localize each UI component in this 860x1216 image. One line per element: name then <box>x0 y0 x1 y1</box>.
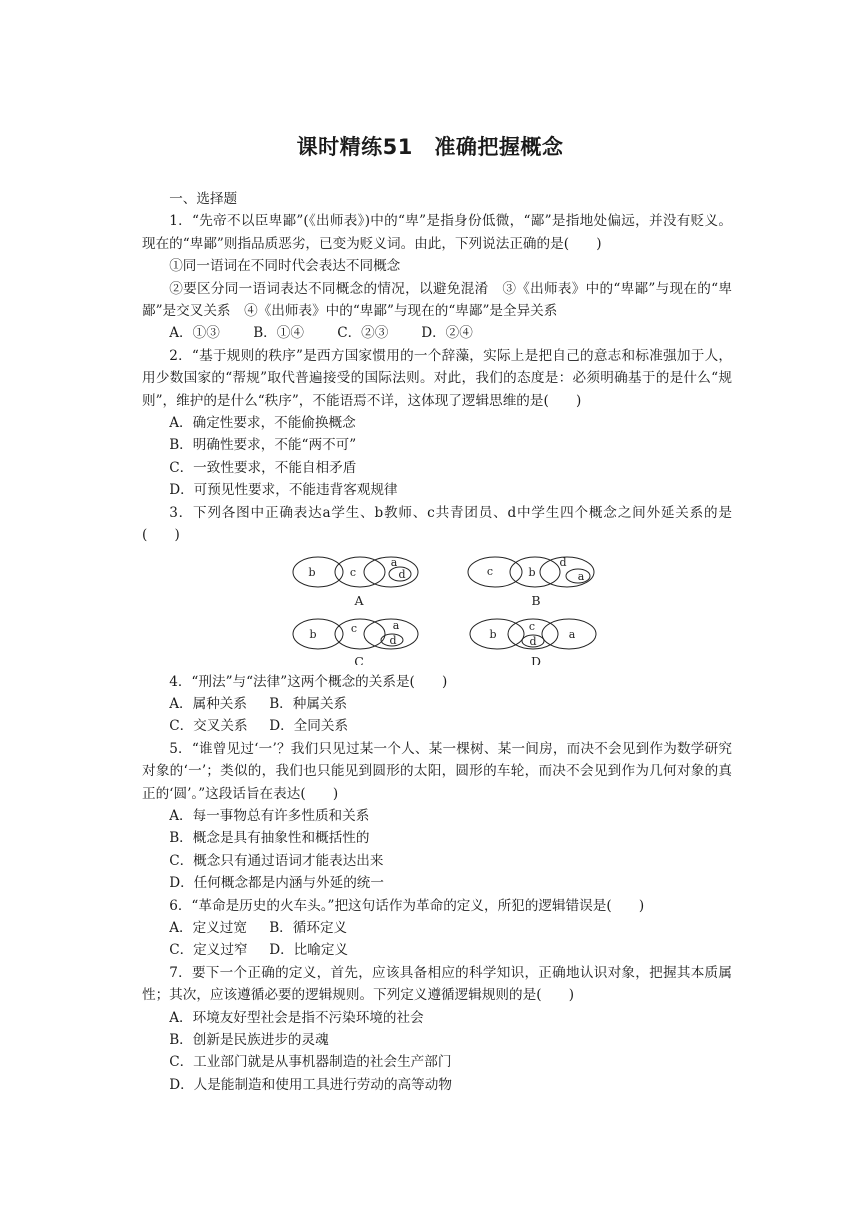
page-title: 课时精练51 准确把握概念 <box>296 135 564 159</box>
venn-d-label-c: c <box>528 619 536 633</box>
q5-option-b: B．概念是具有抽象性和概括性的 <box>169 830 370 847</box>
venn-a-label-c: c <box>349 565 357 579</box>
venn-c-label-b: b <box>309 627 317 641</box>
q5-option-c: C．概念只有通过语词才能表达出来 <box>169 852 384 869</box>
venn-diagrams <box>142 553 732 665</box>
q2-option-a: A．确定性要求，不能偷换概念 <box>169 415 356 432</box>
q6-options-row-1 <box>142 917 732 939</box>
q6-option-a: A．定义过宽 <box>169 919 247 936</box>
venn-d-label-a: a <box>568 627 576 641</box>
q2-stem: 2．“基于规则的秩序”是西方国家惯用的一个辞藻，实际上是把自己的意志和标准强加于人，用少数国家的“帮规”取代普遍接受的国际法则。对此，我们的态度是：必须明确基于的是什么“规则”，维护的是什么“秩序”，不能语焉不详，这体现了逻辑思维的是( ) <box>142 347 732 409</box>
q6-options-row-2 <box>142 939 732 961</box>
q1-option-c: C．②③ <box>337 325 389 342</box>
venn-c-label-c: c <box>350 621 358 635</box>
q7-option-a: A．环境友好型社会是指不污染环境的社会 <box>169 1009 424 1026</box>
q1-item-2: ②要区分同一语词表达不同概念的情况，以避免混淆 ③《出师表》中的“卑鄙”与现在的“卑鄙”是交叉关系 ④《出师表》中的“卑鄙”与现在的“卑鄙”是全异关系 <box>142 280 732 320</box>
q6-option-d: D．比喻定义 <box>269 942 349 959</box>
q4-option-a: A．属种关系 <box>169 695 247 712</box>
q5-stem: 5．“谁曾见过‘一’？我们只见过某一个人、某一棵树、某一间房，而决不会见到作为数学研究对象的‘一’；类似的，我们也只能见到圆形的太阳，圆形的车轮，而决不会见到作为几何对象的真正的‘圆’。”这段话旨在表达( ) <box>142 740 732 802</box>
venn-c-label-d: d <box>389 633 397 647</box>
q5-option-d: D．任何概念都是内涵与外延的统一 <box>169 875 384 892</box>
venn-a-label-d: d <box>398 567 406 581</box>
section-heading: 一、选择题 <box>169 191 238 207</box>
q1-option-b: B．①④ <box>253 325 304 342</box>
q4-stem: 4．“刑法”与“法律”这两个概念的关系是( ) <box>169 673 448 690</box>
q1-stem: 1．“先帝不以臣卑鄙”(《出师表》)中的“卑”是指身份低微，“鄙”是指地处偏远，并没有贬义。现在的“卑鄙”则指品质恶劣，已变为贬义词。由此，下列说法正确的是( ) <box>142 213 732 252</box>
q4-options-row-1 <box>142 693 732 715</box>
venn-a-label-b: b <box>308 565 316 579</box>
q6-option-b: B．循环定义 <box>269 919 348 936</box>
venn-d-label-d: d <box>529 634 537 648</box>
q6-stem: 6．“革命是历史的火车头。”把这句话作为革命的定义，所犯的逻辑错误是( ) <box>169 897 645 914</box>
venn-b-label-b: b <box>528 565 536 579</box>
q1-item-1: ①同一语词在不同时代会表达不同概念 <box>169 258 401 275</box>
q6-option-c: C．定义过窄 <box>169 942 248 959</box>
q4-option-b: B．种属关系 <box>269 695 348 712</box>
figure-caption-c: C <box>354 653 364 665</box>
q4-option-d: D．全同关系 <box>269 718 349 735</box>
q2-option-b: B．明确性要求，不能“两不可” <box>169 437 357 454</box>
q2-option-d: D．可预见性要求，不能违背客观规律 <box>169 482 398 499</box>
q7-option-c: C．工业部门就是从事机器制造的社会生产部门 <box>169 1054 452 1071</box>
venn-b-label-a: a <box>577 569 585 583</box>
venn-figure <box>142 553 732 665</box>
q7-option-d: D．人是能制造和使用工具进行劳动的高等动物 <box>169 1076 452 1093</box>
q5-option-a: A．每一事物总有许多性质和关系 <box>169 807 370 824</box>
figure-caption-a: A <box>354 592 364 608</box>
venn-a-label-a: a <box>390 555 398 569</box>
q7-stem: 7．要下一个正确的定义，首先，应该具备相应的科学知识，正确地认识对象，把握其本质属性；其次，应该遵循必要的逻辑规则。下列定义遵循逻辑规则的是( ) <box>142 964 732 1004</box>
q7-option-b: B．创新是民族进步的灵魂 <box>169 1032 329 1048</box>
venn-b-label-d: d <box>559 555 567 569</box>
venn-d-label-b: b <box>489 627 497 641</box>
q4-option-c: C．交叉关系 <box>169 718 248 735</box>
venn-b-circle-c <box>468 557 522 587</box>
q1-option-d: D．②④ <box>421 325 473 342</box>
q1-option-a: A．①③ <box>169 325 220 342</box>
q4-options-row-2 <box>142 715 732 737</box>
figure-caption-d: D <box>530 653 542 665</box>
document-body <box>142 188 732 1096</box>
q3-stem: 3．下列各图中正确表达a学生、b教师、c共青团员、d中学生四个概念之间外延关系的是( ) <box>142 504 732 544</box>
venn-b-label-c: c <box>486 564 494 578</box>
q1-options <box>142 322 732 344</box>
venn-b-circle-d <box>540 557 594 587</box>
figure-caption-b: B <box>531 592 541 608</box>
venn-c-label-a: a <box>392 618 400 632</box>
q2-option-c: C．一致性要求，不能自相矛盾 <box>169 459 357 476</box>
